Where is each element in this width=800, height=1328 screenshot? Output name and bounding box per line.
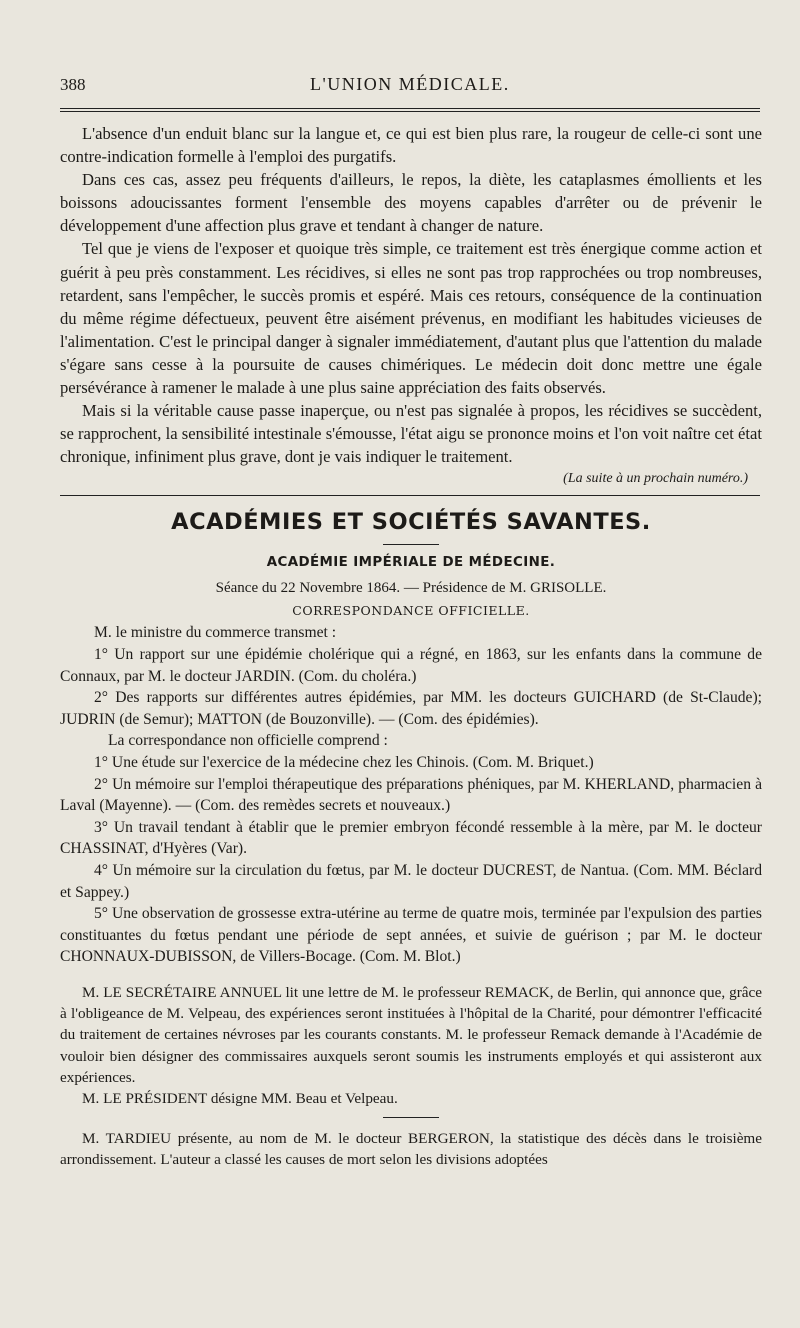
list-item: 4° Un mémoire sur la circulation du fœtus, par M. le docteur DUCREST, de Nantua. (Com. MM. Béclard et Sappey.) <box>60 861 762 901</box>
correspondance-heading: CORRESPONDANCE OFFICIELLE. <box>292 603 530 619</box>
list-item: 1° Un rapport sur une épidémie cholérique qui a régné, en 1863, sur les enfants dans la commune de Connaux, par M. le docteur JARDIN. (Com. du choléra.) <box>60 646 762 685</box>
short-rule <box>383 544 439 545</box>
paragraph: Tel que je viens de l'exposer et quoique très simple, ce traitement est très énergique comme action et guérit à peu près constamment. Les récidives, si elles ne sont pas trop rapprochées ou trop nombreuses, retardent, sans l'empêcher, le succès promis et espéré. Mais ces retours, conséquence de la continuation du même régime défectueux, peuvent être aisément prévenus, en modifiant les habitudes vicieuses de l'alimentation. C'est le principal danger à signaler immédiatement, d'autant plus que l'attention du malade s'égare sans cesse à la poursuite de causes chimériques. Le médecin doit donc mettre une égale persévérance à ramener le malade à une plus saine appréciation des faits observés. <box>60 239 762 398</box>
page-header <box>60 74 762 102</box>
list-item: 2° Un mémoire sur l'emploi thérapeutique des préparations phéniques, par M. KHERLAND, pharmacien à Laval (Mayenne). — (Com. des remèdes secrets et nouveaux.) <box>60 775 762 815</box>
header-rule <box>60 108 760 112</box>
correspondance-intro: M. le ministre du commerce transmet : <box>94 624 337 642</box>
continuation-note: (La suite à un prochain numéro.) <box>563 471 748 487</box>
paragraph: L'absence d'un enduit blanc sur la langue et, ce qui est bien plus rare, la rougeur de celle-ci sont une contre-indication formelle à l'emploi des purgatifs. <box>60 124 762 167</box>
list-item: 2° Des rapports sur différentes autres épidémies, par MM. les docteurs GUICHARD (de St-Claude); JUDRIN (de Semur); MATTON (de Bouzonville). — (Com. des épidémies). <box>60 689 762 728</box>
paragraph: M. LE SECRÉTAIRE ANNUEL lit une lettre de M. le professeur REMACK, de Berlin, qui annonce que, grâce à l'obligeance de M. Velpeau, des expériences seront instituées à l'hôpital de la Charité, pour démontrer l'efficacité du traitement de certaines névroses par les courants constants. M. le professeur Remack demande à l'Académie de vouloir bien désigner des commissaires auxquels seront soumis les instruments employés et qui assisteront aux expériences. <box>60 983 762 1086</box>
article-body <box>60 122 762 468</box>
paragraph: Dans ces cas, assez peu fréquents d'ailleurs, le repos, la diète, les cataplasmes émollients et les boissons adoucissantes forment l'ensemble des moyens capables d'arrêter ou de prévenir le développement d'une affection plus grave et tendant à changer de nature. <box>60 170 762 236</box>
short-rule <box>383 1117 439 1118</box>
list-item: 5° Une observation de grossesse extra-utérine au terme de quatre mois, terminée par l'expulsion des parties constituantes du fœtus pendant une période de sept années, et suivie de guérison ; par M. le docteur CHONNAUX-DUBISSON, de Villers-Bocage. (Com. M. Blot.) <box>60 905 762 966</box>
proceedings <box>60 982 762 1171</box>
running-head: L'UNION MÉDICALE. <box>310 74 510 94</box>
correspondance-list <box>60 622 762 968</box>
session-line: Séance du 22 Novembre 1864. — Présidence de M. GRISOLLE. <box>215 580 607 597</box>
paragraph: M. LE PRÉSIDENT désigne MM. Beau et Velpeau. <box>82 1089 398 1107</box>
list-item: 3° Un travail tendant à établir que le premier embryon fécondé ressemble à la mère, par M. le docteur CHASSINAT, d'Hyères (Var). <box>60 818 762 858</box>
paragraph: M. TARDIEU présente, au nom de M. le docteur BERGERON, la statistique des décès dans le troisième arrondissement. L'auteur a classé les causes de mort selon les divisions adoptées <box>60 1130 762 1169</box>
section-title: ACADÉMIES ET SOCIÉTÉS SAVANTES. <box>171 509 651 536</box>
unofficial-intro: La correspondance non officielle comprend : <box>108 732 388 750</box>
section-rule <box>60 495 760 496</box>
paragraph: Mais si la véritable cause passe inaperçue, ou n'est pas signalée à propos, les récidives se succèdent, se rapprochent, la sensibilité intestinale s'émousse, l'état aigu se prononce moins et l'on voit naître cet état chronique, infiniment plus grave, dont je vais indiquer le traitement. <box>60 401 762 467</box>
page-number: 388 <box>60 75 86 94</box>
list-item: 1° Une étude sur l'exercice de la médecine chez les Chinois. (Com. M. Briquet.) <box>94 753 594 771</box>
academy-heading: ACADÉMIE IMPÉRIALE DE MÉDECINE. <box>266 555 556 571</box>
